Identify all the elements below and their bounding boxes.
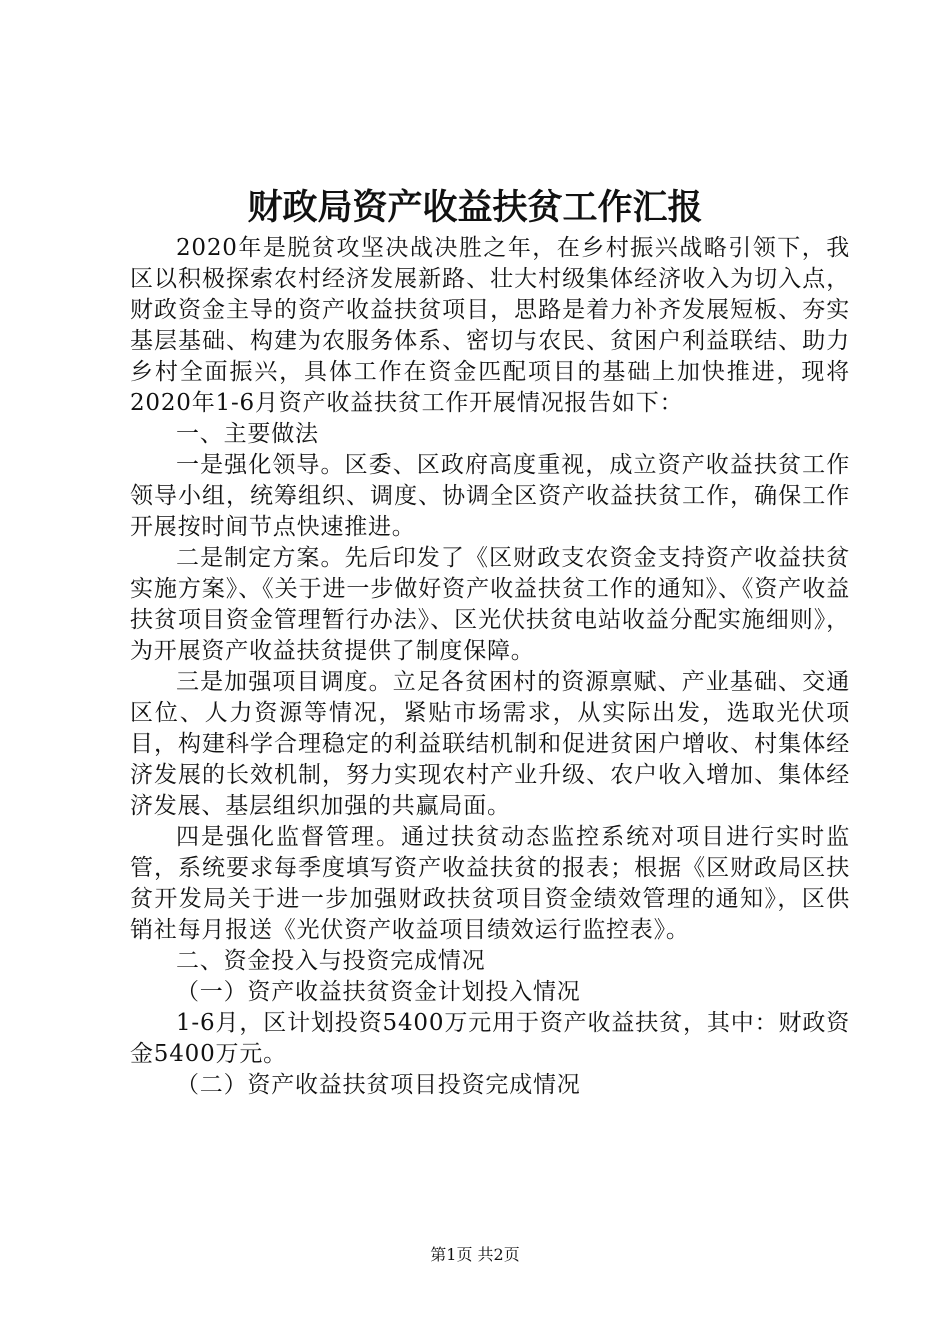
section-heading-main-practices: 一、主要做法 xyxy=(176,421,319,447)
section-heading-funding: 二、资金投入与投资完成情况 xyxy=(176,948,486,974)
document-body xyxy=(130,233,850,1101)
paragraph-supervision: 四是强化监督管理。通过扶贫动态监控系统对项目进行实时监管，系统要求每季度填写资产收益扶贫的报表；根据《区财政局区扶贫开发局关于进一步加强财政扶贫项目资金绩效管理的通知》，区供销社每月报送《光伏资产收益项目绩效运行监控表》。 xyxy=(130,824,850,943)
paragraph-plans: 二是制定方案。先后印发了《区财政支农资金支持资产收益扶贫实施方案》、《关于进一步做好资产收益扶贫工作的通知》、《资产收益扶贫项目资金管理暂行办法》、区光伏扶贫电站收益分配实施细则》，为开展资产收益扶贫提供了制度保障。 xyxy=(130,545,850,664)
subsection-heading-completion: （二）资产收益扶贫项目投资完成情况 xyxy=(176,1072,581,1098)
paragraph-project-scheduling: 三是加强项目调度。立足各贫困村的资源禀赋、产业基础、交通区位、人力资源等情况，紧贴市场需求，从实际出发，选取光伏项目，构建科学合理稳定的利益联结机制和促进贫困户增收、村集体经济发展的长效机制，努力实现农村产业升级、农户收入增加、集体经济发展、基层组织加强的共赢局面。 xyxy=(130,669,850,819)
paragraph-planned-investment: 1-6月，区计划投资5400万元用于资产收益扶贫，其中：财政资金5400万元。 xyxy=(130,1010,850,1067)
document-title: 财政局资产收益扶贫工作汇报 xyxy=(247,187,703,228)
page-number-footer: 第1页 共2页 xyxy=(430,1245,520,1264)
paragraph-intro: 2020年是脱贫攻坚决战决胜之年，在乡村振兴战略引领下，我区以积极探索农村经济发展新路、壮大村级集体经济收入为切入点，财政资金主导的资产收益扶贫项目，思路是着力补齐发展短板、夯实基层基础、构建为农服务体系、密切与农民、贫困户利益联结、助力乡村全面振兴，具体工作在资金匹配项目的基础上加快推进，现将2020年1-6月资产收益扶贫工作开展情况报告如下： xyxy=(130,235,850,416)
paragraph-leadership: 一是强化领导。区委、区政府高度重视，成立资产收益扶贫工作领导小组，统筹组织、调度、协调全区资产收益扶贫工作，确保工作开展按时间节点快速推进。 xyxy=(130,452,850,540)
subsection-heading-planned-funds: （一）资产收益扶贫资金计划投入情况 xyxy=(176,979,581,1005)
